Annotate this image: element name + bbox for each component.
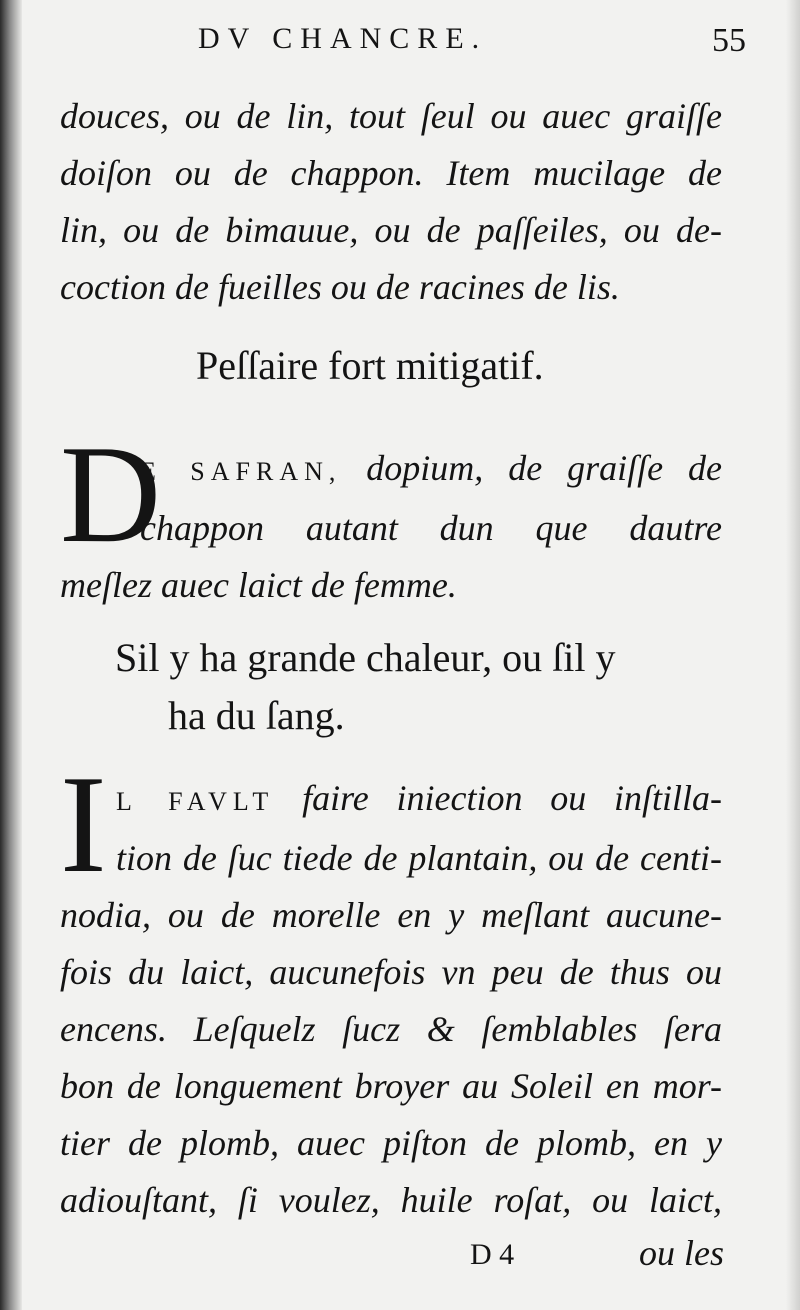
drop-cap: I xyxy=(60,747,107,902)
text-line: fois du laict, aucunefois vn peu de thus ou xyxy=(60,952,722,992)
text-line: tion de ſuc tiede de plantain, ou de centi- xyxy=(116,838,722,878)
text-line: encens. Leſquelz ſucz & ſemblables ſera xyxy=(60,1009,722,1049)
paragraph-3 xyxy=(60,747,722,1229)
opening-rest: faire iniection ou inſtilla- xyxy=(274,778,722,818)
page-edge xyxy=(786,0,800,1310)
section-heading-2: Sil y ha grande chaleur, ou ſil y xyxy=(115,635,616,680)
section-heading-2-continued: ha du ſang. xyxy=(168,693,345,738)
text-line: tier de plomb, auec piſton de plomb, en y xyxy=(60,1123,722,1163)
page-gutter-shadow xyxy=(0,0,22,1310)
text-line: meſlez auec laict de femme. xyxy=(60,565,457,605)
text-line: chappon autant dun que dautre xyxy=(140,508,722,548)
text-line: doiſon ou de chappon. Item mucilage de xyxy=(60,153,722,193)
text-line: coction de fueilles ou de racines de lis. xyxy=(60,267,620,307)
catchword: ou les xyxy=(639,1233,724,1273)
drop-cap: D xyxy=(60,417,162,572)
running-head: DV CHANCRE. xyxy=(198,22,488,55)
opening-rest: dopium, de graiſſe de xyxy=(341,448,722,488)
text-line xyxy=(60,770,722,830)
paragraph-1 xyxy=(60,88,722,316)
small-caps-opening: L FAVLT xyxy=(116,787,275,816)
text-line: douces, ou de lin, tout ſeul ou auec graiſſe xyxy=(60,96,722,136)
paragraph-2 xyxy=(60,417,722,614)
text-line: adiouſtant, ſi voulez, huile roſat, ou laict, xyxy=(60,1180,722,1220)
text-line: nodia, ou de morelle en y meſlant aucune- xyxy=(60,895,722,935)
text-line: lin, ou de bimauue, ou de paſſeiles, ou de- xyxy=(60,210,722,250)
small-caps-opening: E SAFRAN, xyxy=(140,457,342,486)
page-number: 55 xyxy=(712,22,746,59)
text-line: bon de longuement broyer au Soleil en mor- xyxy=(60,1066,722,1106)
signature-mark: D 4 xyxy=(470,1238,515,1271)
section-heading-1: Peſſaire fort mitigatif. xyxy=(196,343,544,388)
